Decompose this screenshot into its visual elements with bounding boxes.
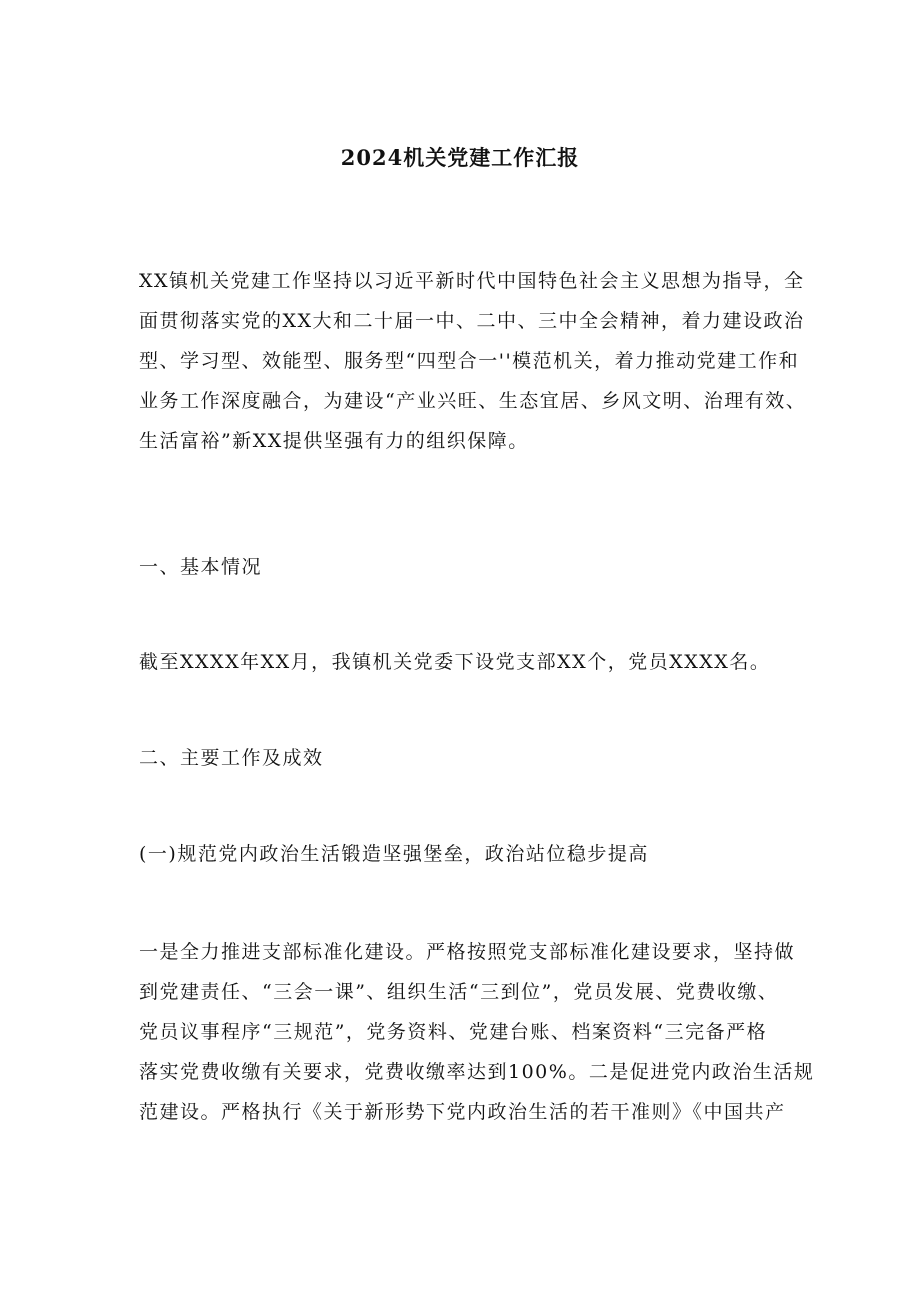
section-heading-main-work: 二、主要工作及成效: [139, 747, 324, 769]
political-life-paragraph: [139, 932, 815, 1132]
body-line: 一是全力推进支部标准化建设。严格按照党支部标准化建设要求，坚持做: [139, 941, 796, 963]
body-line: 范建设。严格执行《关于新形势下党内政治生活的若干准则》《中国共产: [139, 1101, 786, 1123]
intro-paragraph: [139, 261, 807, 461]
body-line: 落实党费收缴有关要求，党费收缴率达到100%。二是促进党内政治生活规: [139, 1061, 815, 1083]
intro-line: 面贯彻落实党的XX大和二十届一中、二中、三中全会精神，着力建设政治: [139, 310, 805, 332]
section-heading-basic-situation: 一、基本情况: [139, 556, 263, 578]
intro-line: XX镇机关党建工作坚持以习近平新时代中国特色社会主义思想为指导，全: [139, 270, 805, 292]
intro-line: 型、学习型、效能型、服务型“四型合一''模范机关，着力推动党建工作和: [139, 350, 800, 372]
body-line: 到党建责任、“三会一课”、组织生活“三到位”，党员发展、党费收缴、: [139, 981, 779, 1003]
intro-line: 业务工作深度融合，为建设“产业兴旺、生态宜居、乡风文明、治理有效、: [139, 390, 807, 412]
document-title: 2024机关党建工作汇报: [340, 145, 580, 170]
basic-situation-text: 截至XXXX年XX月，我镇机关党委下设党支部XX个，党员XXXX名。: [139, 651, 771, 673]
intro-line: 生活富裕”新XX提供坚强有力的组织保障。: [139, 430, 529, 452]
body-line: 党员议事程序“三规范”，党务资料、党建台账、档案资料“三完备严格: [139, 1021, 768, 1043]
subsection-heading-political-life: (一)规范党内政治生活锻造坚强堡垒，政治站位稳步提高: [139, 843, 649, 865]
